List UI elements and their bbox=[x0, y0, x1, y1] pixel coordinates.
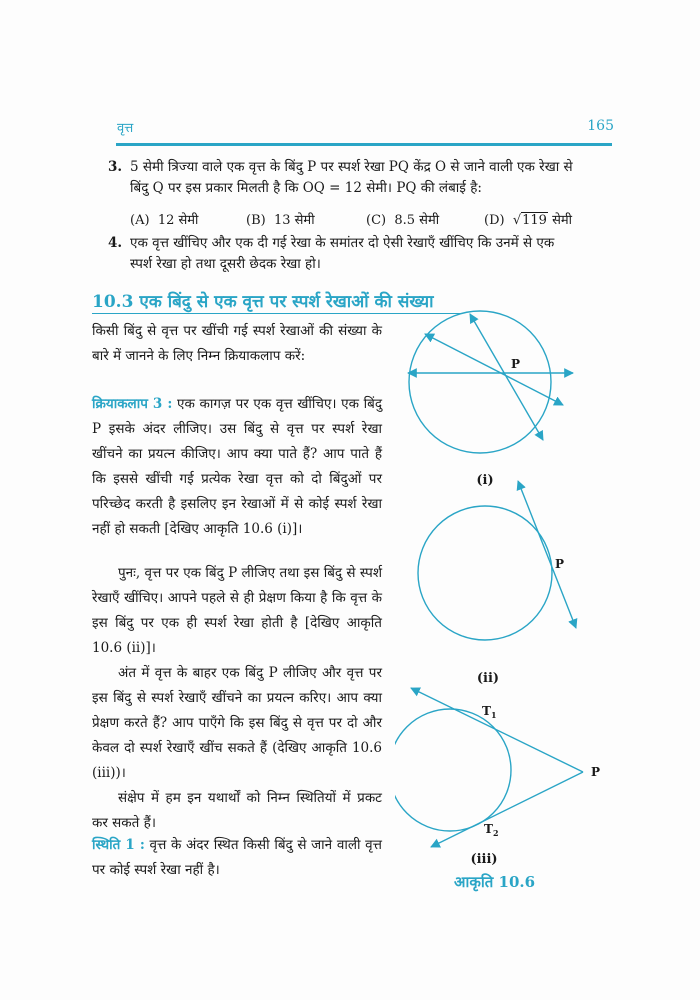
case-1-paragraph bbox=[92, 833, 382, 883]
figure-label-i: (i) bbox=[476, 473, 494, 488]
paragraph-3: अंत में वृत्त के बाहर एक बिंदु P लीजिए और वृत्त पर इस बिंदु से स्पर्श रेखाएँ खींचने का प्रयत्न करिए। आप क्या प्रेक्षण करते हैं? आप पाएँगे कि इस बिंदु से वृत्त पर दो और केवल दो स्पर्श रेखाएँ खींच सकते हैं (देखिए आकृति 10.6 (iii))। bbox=[92, 665, 382, 781]
point-p-label: P bbox=[555, 557, 565, 571]
tangent-line-ii bbox=[518, 481, 576, 628]
page-number: 165 bbox=[587, 118, 614, 134]
intro-paragraph: किसी बिंदु से वृत्त पर खींची गई स्पर्श रेखाओं की संख्या के बारे में जानने के लिए निम्न क्रियाकलाप करें: bbox=[92, 323, 382, 364]
point-p-label: P bbox=[511, 357, 521, 371]
point-t1-label: $T_1$ bbox=[482, 704, 497, 720]
figure-10-6 bbox=[395, 310, 610, 900]
question-3 bbox=[108, 157, 613, 199]
question-4 bbox=[108, 233, 613, 275]
paragraph-4: संक्षेप में हम इन यथार्थों को निम्न स्थितियों में प्रकट कर सकते हैं। bbox=[92, 790, 382, 831]
radicand: 119 bbox=[522, 213, 547, 228]
circle-iii bbox=[395, 709, 511, 831]
secant-line-diagonal bbox=[425, 334, 563, 405]
option-d: (D) √119 सेमी bbox=[484, 213, 573, 228]
paragraph-2: पुनः, वृत्त पर एक बिंदु P लीजिए तथा इस बिंदु से स्पर्श रेखाएँ खींचिए। आपने पहले से ही प्रेक्षण किया है कि वृत्त के इस बिंदु पर एक ही स्पर्श रेखा होती है [देखिए आकृति 10.6 (ii)]। bbox=[92, 565, 382, 656]
activity-paragraph bbox=[92, 392, 382, 542]
figure-caption: आकृति 10.6 bbox=[454, 873, 536, 891]
figure-label-ii: (ii) bbox=[476, 671, 500, 686]
question-text: 5 सेमी त्रिज्या वाले एक वृत्त के बिंदु P पर स्पर्श रेखा PQ केंद्र O से जाने वाली एक रेखा से bbox=[130, 159, 573, 175]
activity-label: क्रियाकलाप 3 : bbox=[92, 396, 173, 412]
option-c: (C) 8.5 सेमी bbox=[366, 213, 440, 228]
point-t2-label: $T_2$ bbox=[484, 822, 499, 838]
case-text: वृत्त के अंदर स्थित किसी बिंदु से जाने वाली वृत्त पर कोई स्पर्श रेखा नहीं है। bbox=[92, 837, 382, 878]
figure-label-iii: (iii) bbox=[470, 852, 498, 867]
question-number: 4. bbox=[108, 235, 123, 251]
option-a: (A) 12 सेमी bbox=[130, 213, 199, 228]
section-heading: 10.3 एक बिंदु से एक वृत्त पर स्पर्श रेखाओं की संख्या bbox=[92, 292, 434, 312]
header-rule bbox=[116, 143, 612, 146]
option-b: (B) 13 सेमी bbox=[246, 213, 315, 228]
tangent-line-t1 bbox=[411, 688, 583, 772]
question-text-cont: बिंदु Q पर इस प्रकार मिलती है कि OQ = 12 सेमी। PQ की लंबाई है: bbox=[130, 180, 482, 196]
circle-ii bbox=[418, 506, 552, 640]
activity-text: एक कागज़ पर एक वृत्त खींचिए। एक बिंदु P इसके अंदर लीजिए। उस बिंदु से वृत्त पर स्पर्श रेखा खींचने का प्रयत्न कीजिए। आप क्या पाते हैं? आप पाते हैं कि इससे खींची गई प्रत्येक रेखा वृत्त को दो बिंदुओं पर परिच्छेद करती है इसलिए इन रेखाओं में से कोई स्पर्श रेखा नहीं हो सकती [देखिए आकृति 10.6 (i)]। bbox=[92, 396, 382, 537]
running-header-chapter: वृत्त bbox=[117, 121, 134, 136]
point-p-label: P bbox=[591, 765, 601, 779]
question-text: एक वृत्त खींचिए और एक दी गई रेखा के समांतर दो ऐसी रेखाएँ खींचिए कि उनमें से एक bbox=[130, 235, 555, 251]
question-number: 3. bbox=[108, 159, 123, 175]
question-text-cont: स्पर्श रेखा हो तथा दूसरी छेदक रेखा हो। bbox=[130, 256, 321, 272]
tangent-line-t2 bbox=[431, 772, 583, 847]
case-label: स्थिति 1 : bbox=[92, 837, 145, 853]
